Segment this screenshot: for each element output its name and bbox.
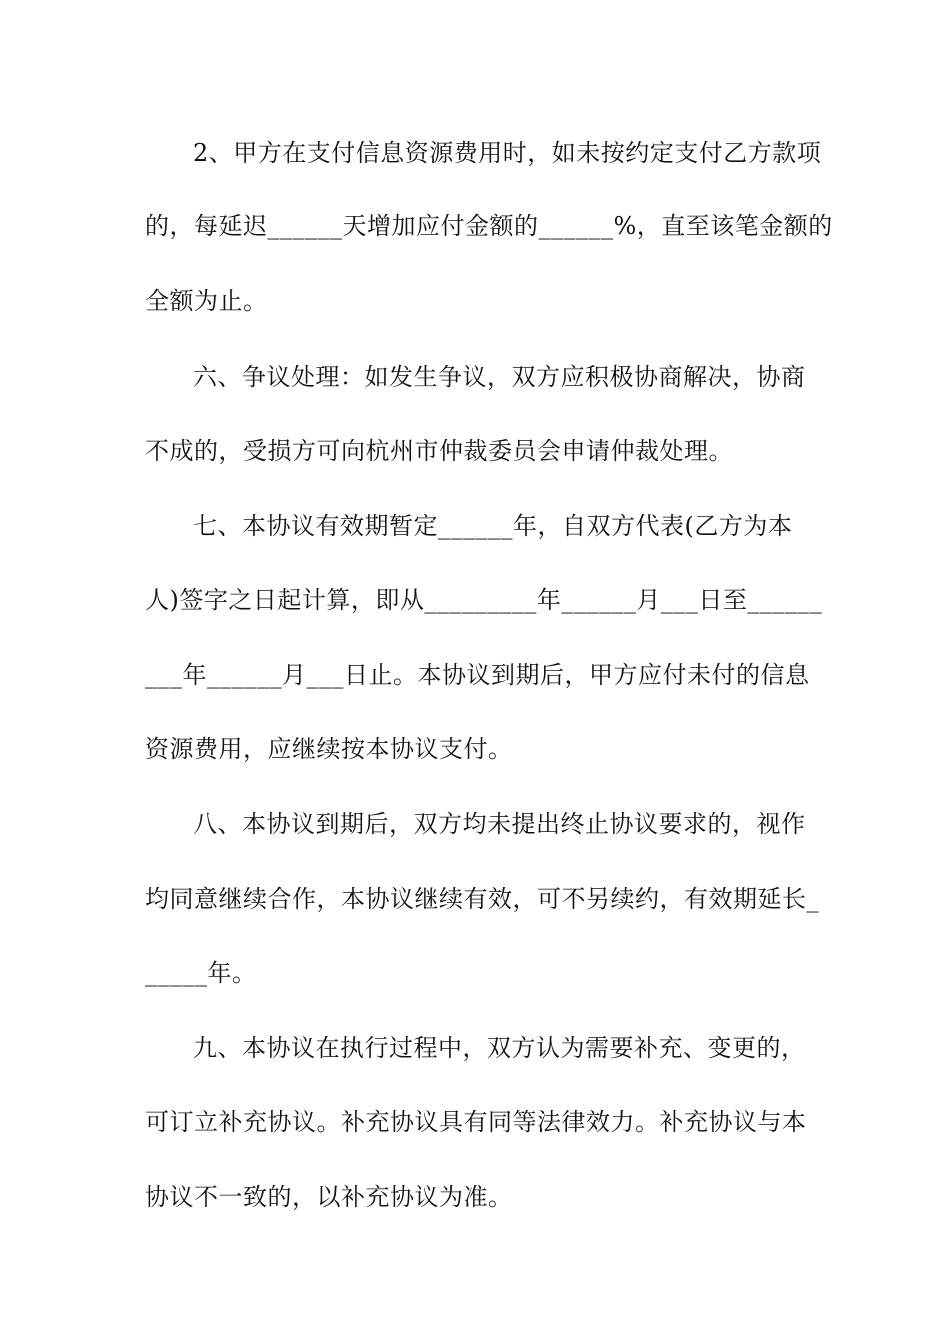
clause-8-line-3: _____年。 (145, 959, 257, 987)
clause-6-line-1: 六、争议处理：如发生争议，双方应积极协商解决，协商 (193, 363, 806, 391)
clause-9-line-3: 协议不一致的，以补充协议为准。 (145, 1183, 513, 1211)
clause-8-line-1: 八、本协议到期后，双方均未提出终止协议要求的，视作 (193, 810, 806, 838)
clause-5-2-line-3: 全额为止。 (145, 287, 268, 315)
clause-7-line-2: 人)签字之日起计算，即从_________年______月___日至______ (145, 586, 823, 614)
clause-9-line-1: 九、本协议在执行过程中，双方认为需要补充、变更的， (193, 1034, 806, 1062)
clause-7-line-1: 七、本协议有效期暂定______年，自双方代表(乙方为本 (193, 512, 793, 540)
clause-6-line-2: 不成的，受损方可向杭州市仲裁委员会申请仲裁处理。 (145, 437, 733, 465)
clause-7-line-3: ___年______月___日止。本协议到期后，甲方应付未付的信息 (145, 661, 810, 689)
clause-8-line-2: 均同意继续合作，本协议继续有效，可不另续约，有效期延长_ (145, 885, 819, 913)
clause-5-2-line-2: 的，每延迟______天增加应付金额的______%，直至该笔金额的 (145, 212, 833, 240)
clause-9-line-2: 可订立补充协议。补充协议具有同等法律效力。补充协议与本 (145, 1108, 807, 1136)
clause-5-2-line-1: 2、甲方在支付信息资源费用时，如未按约定支付乙方款项 (193, 139, 822, 167)
clause-7-line-4: 资源费用，应继续按本协议支付。 (145, 735, 513, 763)
